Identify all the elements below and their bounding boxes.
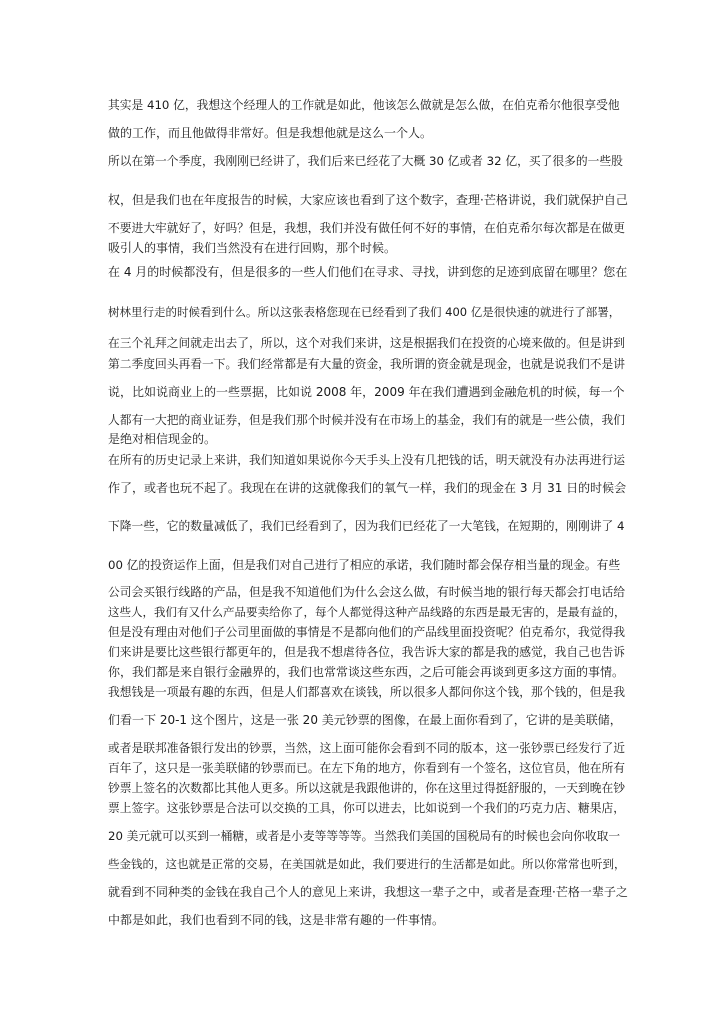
text-line: 第二季度回头再看一下。我们经常都是有大量的资金，我所谓的资金就是现金，也就是说我们不是讲 — [108, 357, 625, 371]
text-line: 但是没有理由对他们子公司里面做的事情是不是都向他们的产品线里面投资呢？伯克希尔，我觉得我 — [108, 625, 625, 639]
text-line: 在 4 月的时候都没有，但是很多的一些人们他们在寻求、寻找，讲到您的足迹到底留在哪里？您在 — [108, 265, 628, 279]
text-line: 权，但是我们也在年度报告的时候，大家应该也看到了这个数字，查理·芒格讲说，我们就保护自己 — [108, 193, 628, 207]
text-line: 些金钱的，这也就是正常的交易，在美国就是如此，我们要进行的生活都是如此。所以你常常也听到， — [108, 857, 626, 871]
text-line: 吸引人的事情，我们当然没有在进行回购，那个时候。 — [108, 241, 397, 255]
text-line: 就看到不同种类的金钱在我自己个人的意见上来讲，我想这一辈子之中，或者是查理·芒格一辈子之 — [108, 885, 628, 899]
text-line: 票上签字。这张钞票是合法可以交换的工具，你可以进去，比如说到一个我们的巧克力店、糖果店， — [108, 801, 625, 815]
text-line: 下降一些，它的数量减低了，我们已经看到了，因为我们已经花了一大笔钱，在短期的，刚刚讲了 4 — [108, 519, 625, 533]
text-line: 其实是 410 亿，我想这个经理人的工作就是如此，他该怎么做就是怎么做，在伯克希尔他很享受他 — [108, 98, 620, 112]
text-line: 做的工作，而且他做得非常好。但是我想他就是这么一个人。 — [108, 126, 433, 140]
text-line: 你，我们都是来自银行金融界的，我们也常常谈这些东西，之后可能会再谈到更多这方面的事情。 — [108, 665, 625, 679]
text-line: 说，比如说商业上的一些票据，比如说 2008 年，2009 年在我们遭遇到金融危机的时候，每一个 — [108, 385, 625, 399]
text-line: 00 亿的投资运作上面，但是我们对自己进行了相应的承诺，我们随时都会保存相当量的现金。有些 — [108, 558, 621, 572]
text-line: 所以在第一个季度，我刚刚已经讲了，我们后来已经花了大概 30 亿或者 32 亿，买了很多的一些股 — [108, 154, 623, 168]
text-line: 这些人，我们有又什么产品要卖给你了，每个人都觉得这种产品线路的东西是最无害的，是最有益的， — [108, 605, 626, 619]
text-line: 在三个礼拜之间就走出去了，所以，这个对我们来讲，这是根据我们在投资的心境来做的。但是讲到 — [108, 336, 625, 350]
text-line: 中都是如此，我们也看到不同的钱，这是非常有趣的一件事情。 — [108, 913, 445, 927]
text-line: 钞票上签名的次数都比其他人更多。所以这就是我跟他讲的，你在这里过得挺舒服的，一天到晚在钞 — [108, 781, 625, 795]
text-line: 公司会买银行线路的产品，但是我不知道他们为什么会这么做，有时候当地的银行每天都会打电话给 — [108, 585, 625, 599]
text-line: 百年了，这只是一张美联储的钞票而已。在左下角的地方，你看到有一个签名，这位官员，他在所有 — [108, 761, 625, 775]
text-line: 是绝对相信现金的。 — [108, 432, 217, 446]
text-line: 我想钱是一项最有趣的东西，但是人们都喜欢在谈钱，所以很多人都问你这个钱，那个钱的，但是我 — [108, 685, 625, 699]
text-line: 或者是联邦准备银行发出的钞票，当然，这上面可能你会看到不同的版本，这一张钞票已经发行了近 — [108, 741, 625, 755]
text-line: 作了，或者也玩不起了。我现在在讲的这就像我们的氧气一样，我们的现金在 3 月 31 日的时候会 — [108, 481, 627, 495]
text-line: 不要进大牢就好了，好吗？但是，我想，我们并没有做任何不好的事情，在伯克希尔每次都是在做更 — [108, 221, 625, 235]
text-line: 在所有的历史记录上来讲，我们知道如果说你今天手头上没有几把钱的话，明天就没有办法再进行运 — [108, 453, 625, 467]
text-line: 20 美元就可以买到一桶糖，或者是小麦等等等等。当然我们美国的国税局有的时候也会向你收取一 — [108, 829, 621, 843]
text-line: 树林里行走的时候看到什么。所以这张表格您现在已经看到了我们 400 亿是很快速的就进行了部署， — [108, 305, 621, 319]
text-line: 们看一下 20-1 这个图片，这是一张 20 美元钞票的图像，在最上面你看到了，它讲的是美联储， — [108, 713, 622, 727]
text-line: 人都有一大把的商业证券，但是我们那个时候并没有在市场上的基金，我们有的就是一些公债，我们 — [108, 413, 625, 427]
text-line: 们来讲是要比这些银行都更年的，但是我不想虐待各位，我告诉大家的都是我的感觉，我自己也告诉 — [108, 645, 625, 659]
